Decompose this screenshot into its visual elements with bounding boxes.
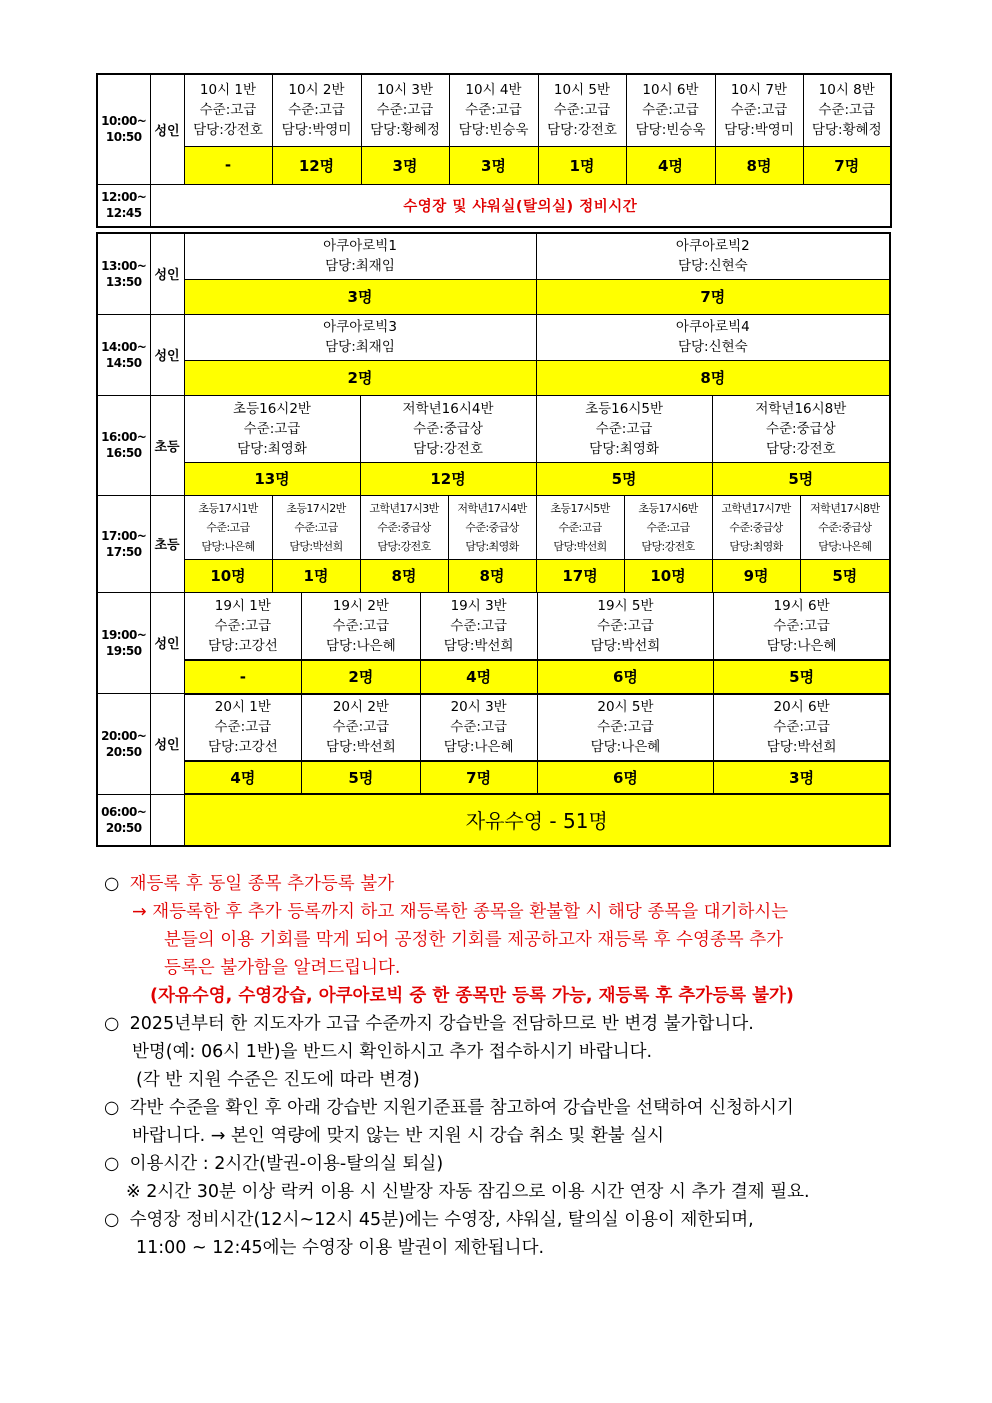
class-cell: 고학년17시7반 수준:중급상 담당:최영화 xyxy=(712,495,800,559)
class-cell: 저학년16시8반 수준:중급상 담당:강전호 xyxy=(712,395,890,462)
notice-item: ○ 재등록 후 동일 종목 추가등록 불가 xyxy=(104,870,904,898)
count-cell: 12명 xyxy=(360,462,536,495)
count-cell: 5명 xyxy=(536,462,712,495)
notice-detail: 반명(예: 06시 1반)을 반드시 확인하시고 추가 접수하시기 바랍니다. xyxy=(132,1042,653,1062)
count-cell: 7명 xyxy=(803,146,891,184)
count-cell: 10명 xyxy=(184,559,272,592)
class-cell: 10시 2반 수준:고급 담당:박영미 xyxy=(272,74,361,146)
count-cell: 17명 xyxy=(536,559,624,592)
count-cell: - xyxy=(185,660,302,693)
notice-detail: 분들의 이용 기회를 막게 되어 공정한 기회를 제공하고자 재등록 후 수영종목 추가 xyxy=(164,930,784,950)
class-cell: 10시 8반 수준:고급 담당:황혜정 xyxy=(803,74,891,146)
count-cell: 1명 xyxy=(538,146,626,184)
count-cell: 13명 xyxy=(184,462,360,495)
class-cell: 10시 5반 수준:고급 담당:강전호 xyxy=(538,74,626,146)
class-cell: 초등17시5반 수준:고급 담당:박선희 xyxy=(536,495,624,559)
class-cell: 10시 6반 수준:고급 담당:빈승욱 xyxy=(626,74,715,146)
notice-item: ○ 2025년부터 한 지도자가 고급 수준까지 강습반을 전담하므로 반 변경 불가합니다. xyxy=(104,1010,904,1038)
class-cell: 저학년17시4반 수준:중급상 담당:최영화 xyxy=(448,495,536,559)
group-cell: 성인 xyxy=(150,314,184,395)
notice-item: ○ 각반 수준을 확인 후 아래 강습반 지원기준표를 참고하여 강습반을 선택하여 신청하시기 xyxy=(104,1094,904,1122)
count-cell: 6명 xyxy=(537,761,713,793)
group-cell: 초등 xyxy=(150,495,184,592)
time-cell: 20:00~ 20:50 xyxy=(97,694,150,795)
bullet-icon: ○ xyxy=(104,1014,120,1034)
class-cell: 저학년17시8반 수준:중급상 담당:나은혜 xyxy=(800,495,890,559)
notice-detail: → 재등록한 후 추가 등록까지 하고 재등록한 종목을 환불할 시 해당 종목을 대기하시는 xyxy=(132,902,789,922)
count-cell: 5명 xyxy=(712,462,890,495)
bullet-icon: ○ xyxy=(104,1210,120,1230)
class-cell: 20시 1반 수준:고급 담당:고강선 xyxy=(185,694,302,760)
count-cell: 8명 xyxy=(536,360,890,395)
class-cell: 저학년16시4반 수준:중급상 담당:강전호 xyxy=(360,395,536,462)
class-cell: 20시 5반 수준:고급 담당:나은혜 xyxy=(537,694,713,760)
bullet-icon: ○ xyxy=(104,1098,120,1118)
notice-detail: 등록은 불가함을 알려드립니다. xyxy=(164,958,401,978)
count-cell: 2명 xyxy=(184,360,536,395)
class-cell: 초등16시5반 수준:고급 담당:최영화 xyxy=(536,395,712,462)
group-cell: 초등 xyxy=(150,395,184,495)
count-group xyxy=(184,660,890,694)
notice-detail: 11:00 ~ 12:45에는 수영장 이용 발권이 제한됩니다. xyxy=(136,1238,545,1258)
count-cell: 7명 xyxy=(536,279,890,314)
class-cell: 아쿠아로빅1 담당:최재임 xyxy=(184,233,536,279)
count-cell: 12명 xyxy=(272,146,361,184)
class-cell: 초등17시2반 수준:고급 담당:박선희 xyxy=(272,495,360,559)
class-cell: 19시 6반 수준:고급 담당:나은혜 xyxy=(714,593,889,660)
time-cell: 13:00~ 13:50 xyxy=(97,233,150,314)
notice-detail: ※ 2시간 30분 이상 락커 이용 시 신발장 자동 잠김으로 이용 시간 연장 시 추가 결제 필요. xyxy=(126,1182,810,1202)
class-cell: 19시 1반 수준:고급 담당:고강선 xyxy=(185,593,302,660)
class-cell: 20시 2반 수준:고급 담당:박선희 xyxy=(302,694,420,760)
notice-item: ○ 수영장 정비시간(12시~12시 45분)에는 수영장, 샤워실, 탈의실 이용이 제한되며, xyxy=(104,1206,904,1234)
class-cell: 20시 6반 수준:고급 담당:박선희 xyxy=(714,694,889,760)
group-cell: 성인 xyxy=(150,592,184,694)
class-cell: 19시 2반 수준:고급 담당:나은혜 xyxy=(302,593,420,660)
count-cell: 8명 xyxy=(715,146,803,184)
class-cell: 19시 5반 수준:고급 담당:박선희 xyxy=(537,593,713,660)
bullet-icon: ○ xyxy=(104,874,120,894)
count-cell: 5명 xyxy=(800,559,890,592)
class-cell: 20시 3반 수준:고급 담당:나은혜 xyxy=(420,694,537,760)
free-swim-cell: 자유수영 - 51명 xyxy=(184,794,890,846)
time-cell: 19:00~ 19:50 xyxy=(97,592,150,694)
count-cell: 5명 xyxy=(714,660,889,693)
count-cell: 8명 xyxy=(448,559,536,592)
count-cell: - xyxy=(184,146,272,184)
class-cell: 10시 3반 수준:고급 담당:황혜정 xyxy=(361,74,449,146)
time-cell: 17:00~ 17:50 xyxy=(97,495,150,592)
maintenance-notice: 수영장 및 샤워실(탈의실) 정비시간 xyxy=(150,184,891,227)
count-cell: 2명 xyxy=(302,660,420,693)
class-cell: 초등16시2반 수준:고급 담당:최영화 xyxy=(184,395,360,462)
time-cell: 06:00~ 20:50 xyxy=(97,794,150,846)
time-cell: 10:00~ 10:50 xyxy=(97,74,150,184)
class-group xyxy=(184,592,890,660)
notice-detail: 바랍니다. → 본인 역량에 맞지 않는 반 지원 시 강습 취소 및 환불 실시 xyxy=(132,1126,665,1146)
count-cell: 8명 xyxy=(360,559,448,592)
class-cell: 10시 7반 수준:고급 담당:박영미 xyxy=(715,74,803,146)
count-cell: 4명 xyxy=(420,660,537,693)
class-cell: 초등17시6반 수준:고급 담당:강전호 xyxy=(624,495,712,559)
time-cell: 14:00~ 14:50 xyxy=(97,314,150,395)
count-cell: 3명 xyxy=(449,146,538,184)
class-cell: 고학년17시3반 수준:중급상 담당:강전호 xyxy=(360,495,448,559)
count-cell: 4명 xyxy=(185,761,302,793)
class-cell: 10시 4반 수준:고급 담당:빈승욱 xyxy=(449,74,538,146)
maintenance-time-cell: 12:00~ 12:45 xyxy=(97,184,150,227)
group-cell: 성인 xyxy=(150,233,184,314)
count-cell: 6명 xyxy=(537,660,713,693)
group-cell: 성인 xyxy=(150,74,184,184)
class-group xyxy=(184,694,890,761)
notice-list xyxy=(104,870,904,1262)
class-cell: 아쿠아로빅4 담당:신현숙 xyxy=(536,314,890,360)
count-cell: 9명 xyxy=(712,559,800,592)
class-cell: 아쿠아로빅3 담당:최재임 xyxy=(184,314,536,360)
class-cell: 초등17시1반 수준:고급 담당:나은혜 xyxy=(184,495,272,559)
count-group xyxy=(184,761,890,795)
count-cell: 3명 xyxy=(361,146,449,184)
group-cell: 성인 xyxy=(150,694,184,795)
count-cell: 4명 xyxy=(626,146,715,184)
count-cell: 5명 xyxy=(302,761,420,793)
class-cell: 아쿠아로빅2 담당:신현숙 xyxy=(536,233,890,279)
group-cell xyxy=(150,794,184,846)
count-cell: 3명 xyxy=(184,279,536,314)
count-cell: 3명 xyxy=(714,761,889,793)
notice-detail: (각 반 지원 수준은 진도에 따라 변경) xyxy=(136,1070,420,1090)
bullet-icon: ○ xyxy=(104,1154,120,1174)
count-cell: 1명 xyxy=(272,559,360,592)
count-cell: 10명 xyxy=(624,559,712,592)
class-cell: 10시 1반 수준:고급 담당:강전호 xyxy=(184,74,272,146)
notice-item: ○ 이용시간 : 2시간(발권-이용-탈의실 퇴실) xyxy=(104,1150,904,1178)
schedule-table-morning xyxy=(96,73,892,228)
notice-detail: (자유수영, 수영강습, 아쿠아로빅 중 한 종목만 등록 가능, 재등록 후 추가등록 불가) xyxy=(150,986,794,1006)
schedule-table-afternoon xyxy=(96,232,891,847)
class-cell: 19시 3반 수준:고급 담당:박선희 xyxy=(420,593,537,660)
count-cell: 7명 xyxy=(420,761,537,793)
time-cell: 16:00~ 16:50 xyxy=(97,395,150,495)
